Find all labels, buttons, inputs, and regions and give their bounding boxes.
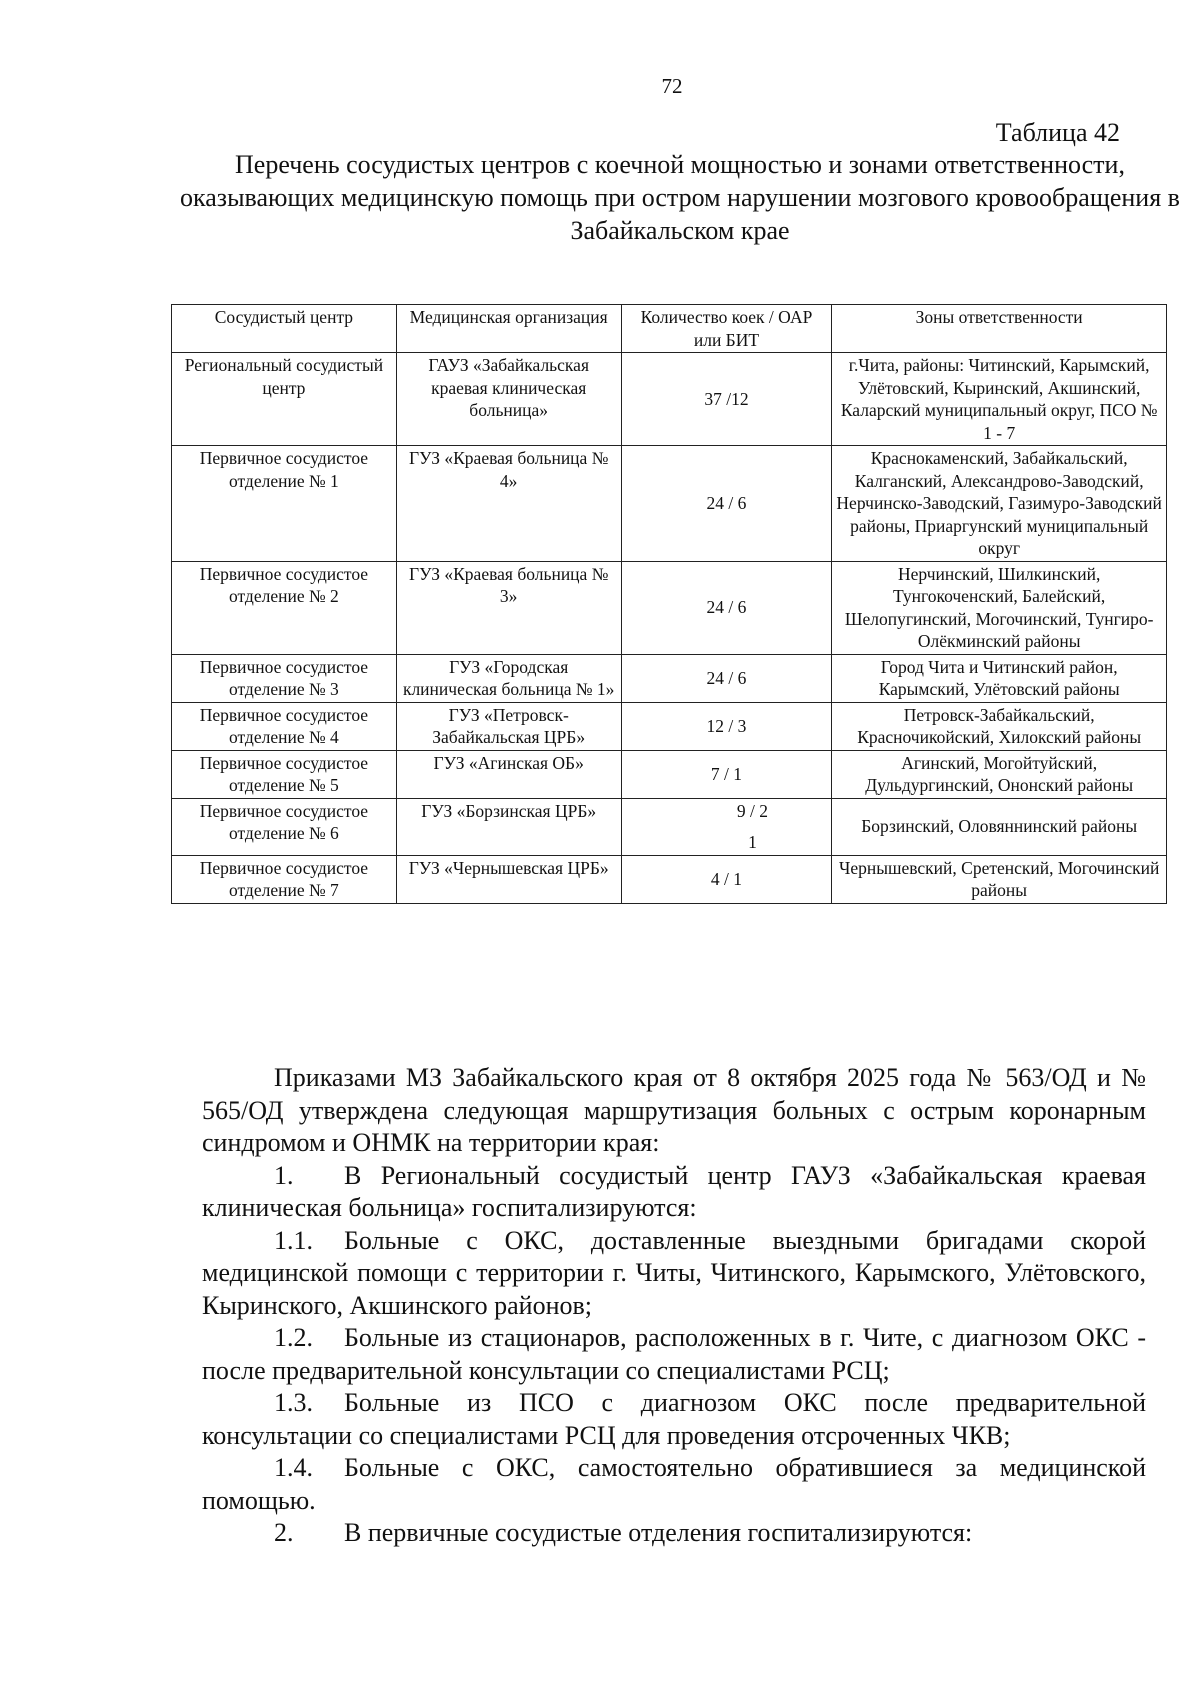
item-text: Больные из стационаров, расположенных в г. Чите, с диагнозом ОКС - после предварительной консультации со специалистами РСЦ;: [202, 1323, 1146, 1385]
item-number: 1.2.: [274, 1323, 313, 1352]
cell-beds: 37 /12: [621, 353, 832, 446]
cell-beds: 24 / 6: [621, 446, 832, 562]
cell-beds: 7 / 1: [621, 750, 832, 798]
header-center: Сосудистый центр: [172, 305, 397, 353]
table-row: [172, 654, 1167, 702]
cell-beds: 4 / 1: [621, 855, 832, 903]
item-number: 1.4.: [274, 1453, 313, 1482]
list-item: [202, 1517, 1146, 1550]
cell-org: ГУЗ «Краевая больница № 3»: [396, 561, 621, 654]
vascular-centers-table: [171, 304, 1167, 904]
cell-zones: Агинский, Могойтуйский, Дульдургинский, Ононский районы: [832, 750, 1167, 798]
item-text: В Региональный сосудистый центр ГАУЗ «Забайкальская краевая клиническая больница» госпитализируются:: [202, 1160, 1146, 1222]
item-text: Больные с ОКС, самостоятельно обратившиеся за медицинской помощью.: [202, 1453, 1146, 1515]
table-row: [172, 702, 1167, 750]
cell-org: ГУЗ «Чернышевская ЦРБ»: [396, 855, 621, 903]
cell-zones: Нерчинский, Шилкинский, Тунгокоченский, Балейский, Шелопугинский, Могочинский, Тунгиро-Олёкминский районы: [832, 561, 1167, 654]
item-text: Больные из ПСО с диагнозом ОКС после предварительной консультации со специалистами РСЦ для проведения отсроченных ЧКВ;: [202, 1388, 1146, 1450]
list-item: [202, 1322, 1146, 1387]
cell-beds: 24 / 6: [621, 561, 832, 654]
cell-zones: г.Чита, районы: Читинский, Карымский, Улётовский, Кыринский, Акшинский, Каларский муниципальный округ, ПСО № 1 - 7: [832, 353, 1167, 446]
item-number: 1.: [274, 1160, 294, 1190]
cell-org: ГУЗ «Краевая больница № 4»: [396, 446, 621, 562]
cell-org: ГАУЗ «Забайкальская краевая клиническая больница»: [396, 353, 621, 446]
cell-center: Первичное сосудистое отделение № 2: [172, 561, 397, 654]
cell-org: ГУЗ «Петровск-Забайкальская ЦРБ»: [396, 702, 621, 750]
table-row: [172, 446, 1167, 562]
cell-center: Первичное сосудистое отделение № 1: [172, 446, 397, 562]
cell-center: Первичное сосудистое отделение № 3: [172, 654, 397, 702]
table-label: Таблица 42: [995, 118, 1120, 147]
item-text: Больные с ОКС, доставленные выездными бригадами скорой медицинской помощи с территории г. Читы, Читинского, Карымского, Улётовского, Кыринского, Акшинского районов;: [202, 1225, 1146, 1320]
cell-zones: Чернышевский, Сретенский, Могочинский районы: [832, 855, 1167, 903]
cell-zones: Краснокаменский, Забайкальский, Калганский, Александрово-Заводский, Нерчинско-Заводский, Газимуро-Заводский районы, Приаргунский муниципальный округ: [832, 446, 1167, 562]
beds-value: 9 / 2: [736, 800, 769, 821]
cell-center: Первичное сосудистое отделение № 7: [172, 855, 397, 903]
cell-center: Первичное сосудистое отделение № 4: [172, 702, 397, 750]
cell-beds: 12 / 3: [621, 702, 832, 750]
item-number: 1.3.: [274, 1388, 313, 1417]
list-item: [202, 1225, 1146, 1323]
cell-zones: Петровск-Забайкальский, Красночикойский, Хилокский районы: [832, 702, 1167, 750]
cell-org: ГУЗ «Агинская ОБ»: [396, 750, 621, 798]
cell-org: ГУЗ «Городская клиническая больница № 1»: [396, 654, 621, 702]
list-item: [202, 1452, 1146, 1517]
header-org: Медицинская организация: [396, 305, 621, 353]
table-title: Перечень сосудистых центров с коечной мощностью и зонами ответственности, оказывающих медицинскую помощь при остром нарушении мозгового кровообращения в Забайкальском крае: [180, 150, 1180, 245]
intro-paragraph: Приказами МЗ Забайкальского края от 8 октября 2025 года № 563/ОД и № 565/ОД утверждена следующая маршрутизация больных с острым коронарным синдромом и ОНМК на территории края:: [202, 1063, 1146, 1157]
table-row: [172, 855, 1167, 903]
header-beds: Количество коек / ОАР или БИТ: [621, 305, 832, 353]
cell-zones: Город Чита и Читинский район, Карымский, Улётовский районы: [832, 654, 1167, 702]
list-item: [202, 1387, 1146, 1452]
beds-extra-value: 1: [748, 832, 757, 852]
page-number: 72: [661, 74, 683, 98]
table-header-row: [172, 305, 1167, 353]
cell-org: ГУЗ «Борзинская ЦРБ»: [396, 798, 621, 855]
cell-center: Региональный сосудистый центр: [172, 353, 397, 446]
item-number: 1.1.: [274, 1225, 313, 1255]
cell-center: Первичное сосудистое отделение № 6: [172, 798, 397, 855]
item-text: В первичные сосудистые отделения госпитализируются:: [344, 1518, 973, 1547]
item-number: 2.: [274, 1518, 294, 1547]
cell-zones: Борзинский, Оловяннинский районы: [832, 798, 1167, 855]
body-text: [202, 1062, 1146, 1550]
header-zones: Зоны ответственности: [832, 305, 1167, 353]
cell-beds: [621, 798, 832, 855]
cell-center: Первичное сосудистое отделение № 5: [172, 750, 397, 798]
table-row: [172, 798, 1167, 855]
table-row: [172, 561, 1167, 654]
table-row: [172, 353, 1167, 446]
table-row: [172, 750, 1167, 798]
list-item: [202, 1160, 1146, 1225]
cell-beds: 24 / 6: [621, 654, 832, 702]
